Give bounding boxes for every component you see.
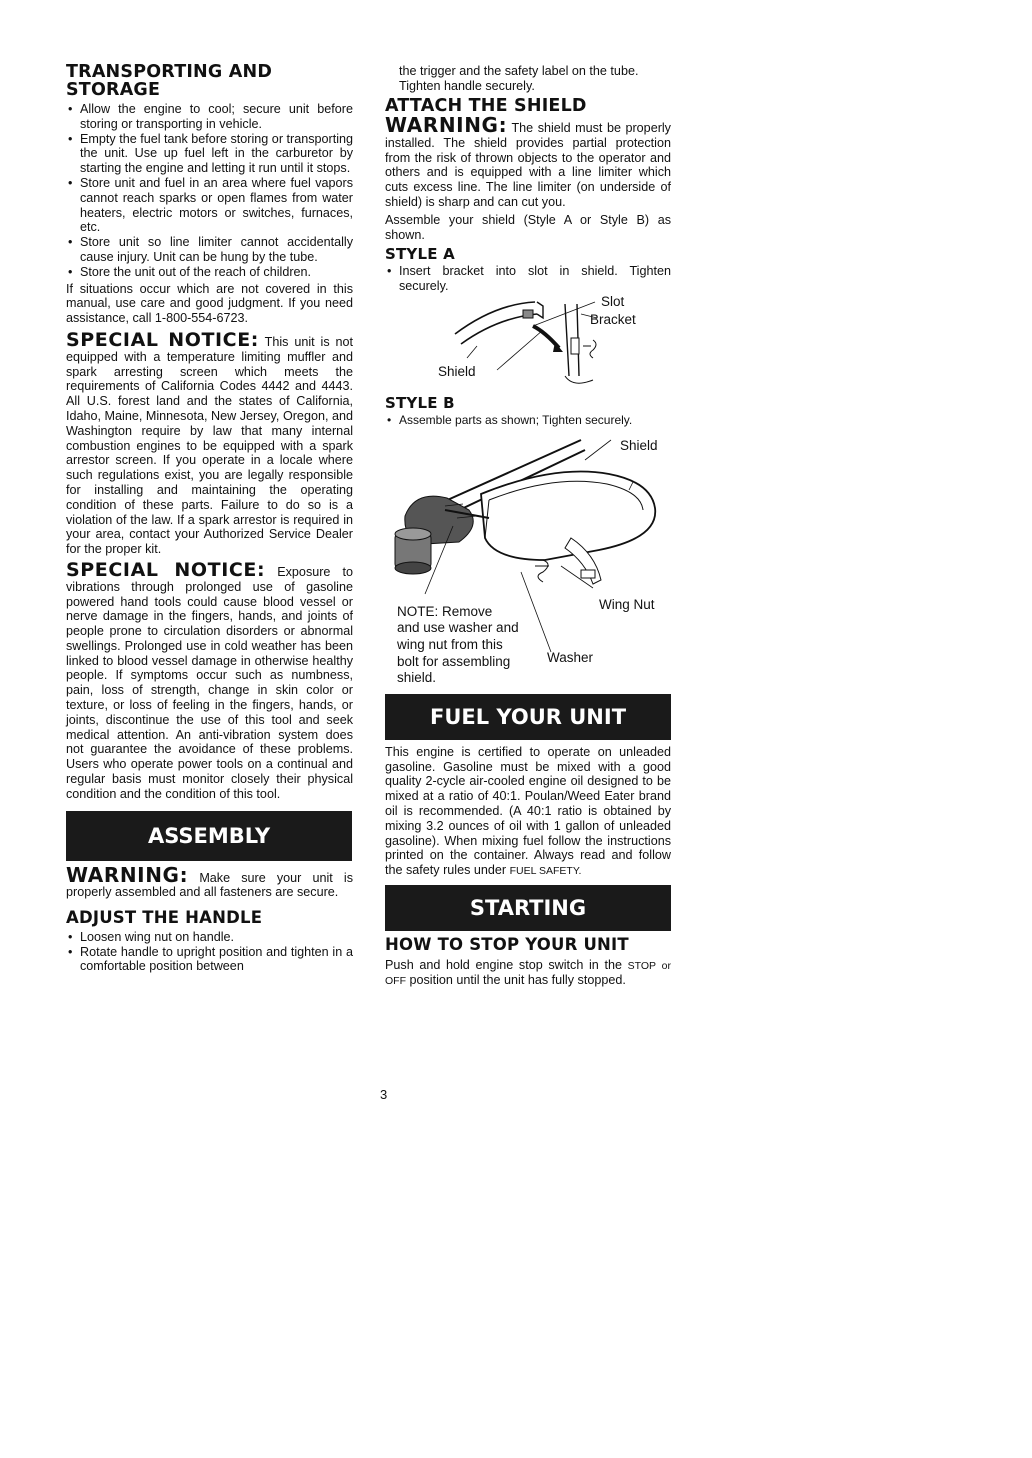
note-line: wing nut from this <box>397 637 503 653</box>
list-item: • Empty the fuel tank before storing or transporting the unit. Use up fuel left in the carburetor by starting the engine and letting it run until it stops. <box>66 132 353 176</box>
note-line: NOTE: Remove <box>397 603 493 619</box>
stop-text: Push and hold engine stop switch in the <box>385 957 622 972</box>
handle-title: ADJUST THE HANDLE <box>66 908 263 928</box>
handle-continued: the trigger and the safety label on the tube. Tighten handle securely. <box>399 64 639 93</box>
off-word: OFF <box>385 975 406 988</box>
transport-title-line2: STORAGE <box>66 79 161 100</box>
left-column <box>66 64 353 976</box>
warning-lead: WARNING: <box>385 113 508 138</box>
handle-list <box>66 930 353 974</box>
assembly-banner <box>66 811 352 861</box>
notice-text: This unit is not equipped with a temperature limiting muffler and spark arresting screen which meets the requirements of California Codes 4442 and 4443. All U.S. forest land and the states of California, Idaho, Maine, Minnesota, New Jersey, Oregon, and Washington require by law that many internal combustion engines to be equipped with a spark arrestor screen. If you operate in a locale where such regulations exist, you are legally responsible for installing and maintaining the operating condition of these parts. Failure to do so is a violation of the law. If a spark arrestor is required in your area, contact your Authorized Service Dealer for the proper kit. <box>66 334 353 557</box>
shield-warning <box>385 113 671 210</box>
label-shield: Shield <box>620 437 658 453</box>
list-item: • Insert bracket into slot in shield. Tighten securely. <box>385 264 671 294</box>
right-column <box>385 64 671 989</box>
fuel-banner-text: FUEL YOUR UNIT <box>429 704 627 729</box>
assembly-warning <box>66 862 353 901</box>
stop-paragraph <box>385 958 671 990</box>
special-notice-2 <box>66 558 353 802</box>
label-bracket: Bracket <box>590 312 636 328</box>
note-line: and use washer and <box>397 620 519 636</box>
note-line: shield. <box>397 670 437 686</box>
special-notice-1 <box>66 328 353 557</box>
list-item: • Allow the engine to cool; secure unit before storing or transporting in vehicle. <box>66 102 353 132</box>
assembly-banner-text: ASSEMBLY <box>147 823 271 848</box>
starting-banner <box>385 885 671 931</box>
stop-title: HOW TO STOP YOUR UNIT <box>385 935 629 955</box>
warning-text: Make sure your unit is properly assembled and all fasteners are secure. <box>66 870 353 900</box>
style-b-figure <box>385 430 671 688</box>
style-a-list <box>385 264 671 294</box>
transport-title-line1: TRANSPORTING AND <box>66 62 273 82</box>
notice-text: Exposure to vibrations through prolonged use of gasoline powered hand tools could cause blood vessel or nerve damage in the fingers, hands, and joints of people prone to circulation disorders or abnormal swellings. Prolonged use in cold weather has been linked to blood vessel damage in otherwise healthy people. If symptoms occur such as numbness, pain, loss of strength, change in skin color or texture, or loss of feeling in the fingers, hands, or joints, discontinue the use of this tool and seek medical attention. An anti-vibration system does not guarantee the avoidance of these problems. Users who operate power tools on a continual and regular basis must monitor closely their physical condition and the condition of this tool. <box>66 564 353 801</box>
note-line: bolt for assembling <box>397 653 511 669</box>
warning-text: The shield must be properly installed. The shield provides partial protection from the risk of thrown objects to the operator and others and is equipped with a line limiter which cuts excess line. The line limiter (on underside of shield) is sharp and can cut you. <box>385 121 671 210</box>
transport-paragraph: If situations occur which are not covered in this manual, use care and good judgment. If you need assistance, call 1-800-554-6723. <box>66 281 353 326</box>
shield-title: ATTACH THE SHIELD <box>385 95 587 116</box>
fuel-text: This engine is certified to operate on unleaded gasoline. Gasoline must be mixed with a good quality 2-cycle air-cooled engine oil designed to be mixed at a ratio of 40:1. Poulan/Weed Eater brand oil is recommended. (A 40:1 ratio is obtained by mixing 3.2 ounces of oil with 1 gallon of unleaded gasoline). When mixing fuel follow the instructions printed on the container. Always read and follow the safety rules under <box>385 744 671 878</box>
list-item: • Store unit and fuel in an area where fuel vapors cannot reach sparks or open flames from water heaters, electric motors or switches, furnaces, etc. <box>66 176 353 235</box>
style-b-note <box>397 604 519 687</box>
transport-list <box>66 102 353 280</box>
fuel-banner <box>385 694 671 740</box>
transport-title <box>66 64 353 99</box>
shield-paragraph: Assemble your shield (Style A or Style B) as shown. <box>385 212 671 242</box>
list-item: • Store unit so line limiter cannot accidentally cause injury. Unit can be hung by the tube. <box>66 235 353 265</box>
stop-text: position until the unit has fully stopped. <box>409 973 626 988</box>
fuel-safety-ref: FUEL SAFETY. <box>509 865 582 878</box>
page-number: 3 <box>380 1087 388 1102</box>
list-item: • Store the unit out of the reach of children. <box>66 265 353 280</box>
label-wing-nut: Wing Nut <box>599 596 655 612</box>
style-b-title: STYLE B <box>385 394 455 413</box>
label-shield: Shield <box>438 364 476 380</box>
notice-lead: SPECIAL NOTICE: <box>66 328 260 351</box>
list-item: • Rotate handle to upright position and tighten in a comfortable position between <box>66 945 353 975</box>
starting-banner-text: STARTING <box>469 896 587 921</box>
stop-word: STOP <box>627 959 657 972</box>
list-item: • Assemble parts as shown; Tighten securely. <box>385 413 671 428</box>
warning-lead: WARNING: <box>66 862 189 887</box>
style-b-list <box>385 413 671 428</box>
style-a-figure <box>385 296 671 400</box>
list-item: • Loosen wing nut on handle. <box>66 930 353 945</box>
fuel-paragraph <box>385 745 671 879</box>
stop-text: or <box>661 959 672 972</box>
notice-lead: SPECIAL NOTICE: <box>66 558 266 581</box>
label-washer: Washer <box>547 649 594 665</box>
label-slot: Slot <box>601 294 625 310</box>
style-a-title: STYLE A <box>385 245 455 264</box>
